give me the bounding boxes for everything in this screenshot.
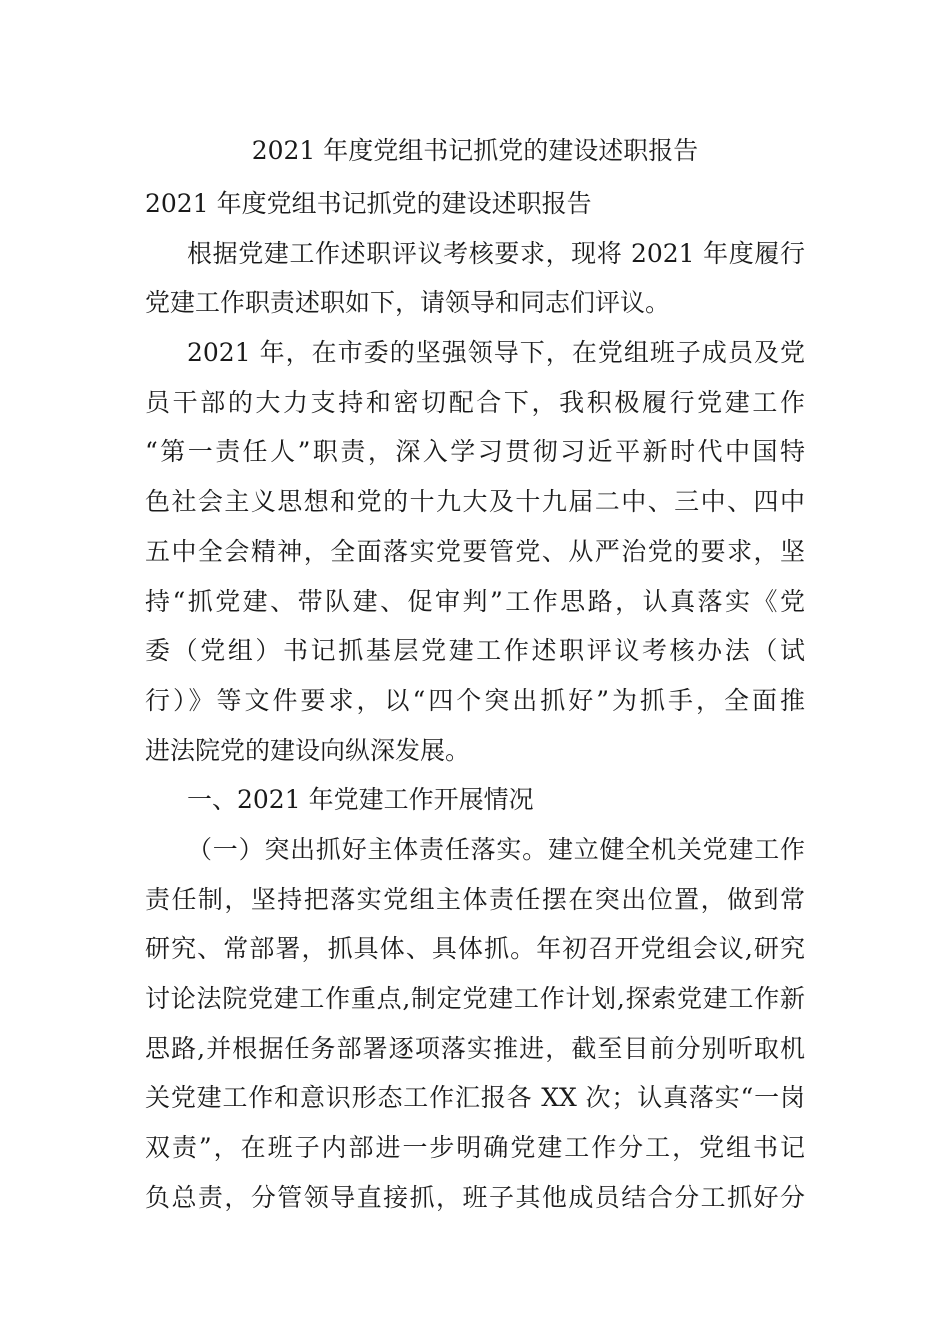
body-line: 关党建工作和意识形态工作汇报各 XX 次；认真落实“一岗 — [145, 1083, 805, 1113]
body-line: 思路,并根据任务部署逐项落实推进，截至目前分别听取机 — [145, 1033, 805, 1063]
body-line: 行）》等文件要求，以“四个突出抓好”为抓手，全面推 — [145, 685, 805, 715]
body-line: 2021 年，在市委的坚强领导下，在党组班子成员及党 — [187, 338, 805, 368]
body-line: 五中全会精神，全面落实党要管党、从严治党的要求，坚 — [145, 536, 805, 566]
body-line: 持“抓党建、带队建、促审判”工作思路，认真落实《党 — [145, 586, 805, 616]
body-line: 委（党组）书记抓基层党建工作述职评议考核办法（试 — [145, 636, 805, 666]
body-line: 根据党建工作述职评议考核要求，现将 2021 年度履行 — [187, 238, 805, 268]
body-line: 进法院党的建设向纵深发展。 — [145, 735, 471, 765]
body-line: 党建工作职责述职如下，请领导和同志们评议。 — [145, 288, 671, 318]
body-line: 讨论法院党建工作重点,制定党建工作计划,探索党建工作新 — [145, 984, 805, 1013]
document-title: 2021 年度党组书记抓党的建设述职报告 — [251, 136, 699, 165]
body-line: 2021 年度党组书记抓党的建设述职报告 — [145, 189, 592, 218]
body-line: 员干部的大力支持和密切配合下，我积极履行党建工作 — [145, 387, 805, 417]
section-heading: 一、2021 年党建工作开展情况 — [187, 785, 534, 815]
body-line: “第一责任人”职责，深入学习贯彻习近平新时代中国特 — [145, 437, 805, 467]
body-line: 研究、常部署，抓具体、具体抓。年初召开党组会议,研究 — [145, 934, 805, 964]
body-line: 双责”，在班子内部进一步明确党建工作分工，党组书记 — [145, 1133, 805, 1163]
body-line: 负总责，分管领导直接抓，班子其他成员结合分工抓好分 — [145, 1182, 805, 1212]
body-line: 责任制，坚持把落实党组主体责任摆在突出位置，做到常 — [145, 884, 805, 914]
document-body — [145, 179, 805, 1222]
body-line: （一）突出抓好主体责任落实。建立健全机关党建工作 — [187, 834, 805, 864]
body-line: 色社会主义思想和党的十九大及十九届二中、三中、四中 — [145, 487, 805, 517]
